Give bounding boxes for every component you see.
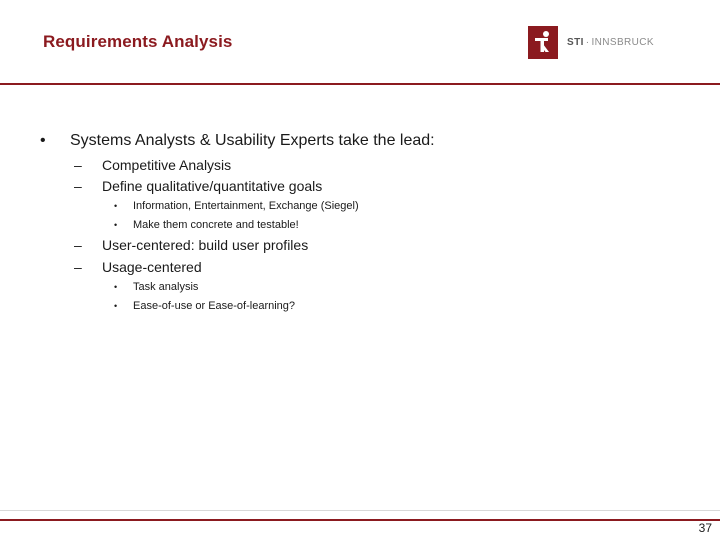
slide-title: Requirements Analysis [43, 32, 233, 51]
bullet-marker: • [40, 132, 46, 149]
sub-bullet-text: Usage-centered [102, 259, 202, 275]
sub-bullet [74, 237, 308, 253]
dash-marker: – [74, 259, 82, 275]
sub-sub-bullet-text: Ease-of-use or Ease-of-learning? [133, 300, 296, 312]
sub-bullet [74, 259, 202, 275]
sub-sub-bullet-text: Make them concrete and testable! [133, 219, 299, 231]
dash-marker: – [74, 178, 82, 194]
sub-sub-bullet [114, 281, 198, 293]
dash-marker: – [74, 157, 82, 173]
header-divider [0, 83, 720, 85]
main-bullet-text: Systems Analysts & Usability Experts take the lead: [70, 132, 435, 149]
sub-bullet-text: Competitive Analysis [102, 157, 232, 173]
footer-divider-thin [0, 510, 720, 511]
logo-brand: STI [567, 36, 584, 48]
sub-bullet-text: User-centered: build user profiles [102, 237, 309, 253]
main-bullet [40, 132, 435, 150]
page-number: 37 [698, 521, 712, 535]
bullet-marker: • [114, 282, 118, 292]
dash-marker: – [74, 237, 82, 253]
sti-figure-icon [528, 26, 558, 59]
sub-bullet [74, 157, 231, 173]
sti-innsbruck-logo [528, 25, 654, 59]
logo-text [567, 37, 654, 48]
sub-sub-bullet-text: Information, Entertainment, Exchange (Siegel) [133, 200, 359, 212]
footer-divider [0, 519, 720, 521]
sub-sub-bullet [114, 219, 299, 231]
logo-location: INNSBRUCK [591, 36, 654, 48]
sub-bullet [74, 178, 322, 194]
sub-sub-bullet [114, 200, 359, 212]
bullet-marker: • [114, 220, 118, 230]
bullet-marker: • [114, 201, 118, 211]
sub-sub-bullet-text: Task analysis [133, 281, 199, 293]
sub-sub-bullet [114, 300, 295, 312]
logo-separator: · [585, 36, 590, 48]
sub-bullet-text: Define qualitative/quantitative goals [102, 178, 323, 194]
bullet-marker: • [114, 301, 118, 311]
